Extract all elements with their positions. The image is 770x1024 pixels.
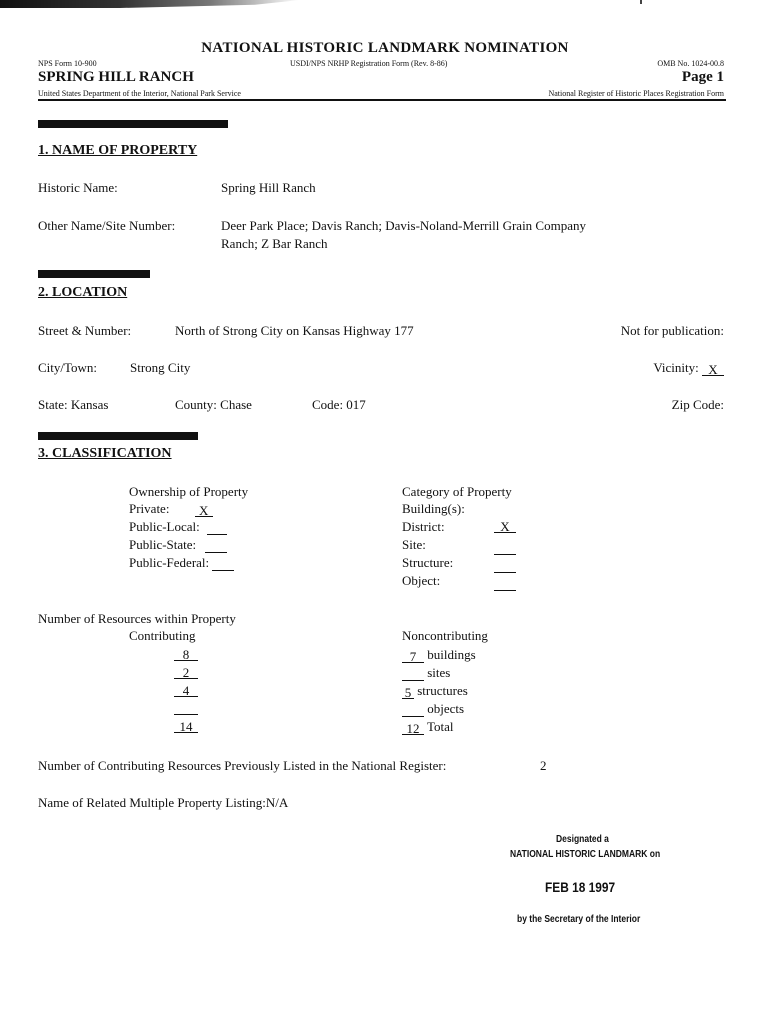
- contributing-structures: 4: [174, 683, 198, 697]
- ownership-heading: Ownership of Property: [129, 484, 249, 499]
- previously-listed-value: 2: [540, 758, 547, 773]
- stamp-line-secretary: by the Secretary of the Interior: [517, 914, 641, 925]
- scan-artifact: [0, 0, 300, 8]
- scan-tick: [640, 0, 642, 4]
- noncontrib-objects: [402, 701, 464, 717]
- category-site: Site:: [402, 537, 426, 552]
- multiple-listing: Name of Related Multiple Property Listing:N/A: [38, 795, 289, 810]
- noncontrib-label: Total: [427, 719, 454, 734]
- contributing-heading: Contributing: [129, 628, 196, 643]
- noncontrib-label: structures: [417, 683, 468, 698]
- noncontrib-count: 7: [402, 649, 424, 663]
- section-heading-classification: 3. CLASSIFICATION: [38, 446, 172, 461]
- historic-name-value: Spring Hill Ranch: [221, 180, 316, 195]
- register-form-name: National Register of Historic Places Registration Form: [548, 89, 724, 98]
- other-name-value-line1: Deer Park Place; Davis Ranch; Davis-Noland-Merrill Grain Company: [221, 218, 586, 233]
- section-bar: [38, 120, 228, 128]
- county-field: County: Chase: [175, 397, 252, 412]
- section-heading-location: 2. LOCATION: [38, 285, 128, 300]
- page-number: Page 1: [681, 69, 724, 85]
- structure-blank: [494, 559, 516, 573]
- city-value: Strong City: [130, 360, 191, 375]
- category-structure: Structure:: [402, 555, 454, 570]
- header-rule: [38, 99, 726, 101]
- public-federal-label: Public-Federal:: [129, 555, 210, 570]
- vicinity-mark: X: [702, 362, 724, 376]
- noncontrib-count: 12: [402, 721, 424, 735]
- noncontrib-count: [402, 667, 424, 681]
- stamp-line-designated: Designated a: [556, 834, 609, 845]
- vicinity-field: [653, 360, 724, 376]
- category-buildings: Building(s):: [402, 501, 465, 516]
- section-bar: [38, 432, 198, 440]
- category-heading: Category of Property: [402, 484, 512, 499]
- document-title: NATIONAL HISTORIC LANDMARK NOMINATION: [201, 40, 569, 56]
- category-district: District:: [402, 519, 445, 534]
- street-label: Street & Number:: [38, 323, 132, 338]
- ownership-public-state: [129, 537, 227, 553]
- noncontrib-sites: [402, 665, 450, 681]
- contributing-sites: 2: [174, 665, 198, 679]
- property-name-header: SPRING HILL RANCH: [38, 69, 194, 85]
- stamp-line-landmark: NATIONAL HISTORIC LANDMARK on: [510, 849, 661, 860]
- ownership-public-federal: [129, 555, 234, 571]
- noncontributing-heading: Noncontributing: [402, 628, 488, 643]
- noncontrib-label: buildings: [427, 647, 476, 662]
- zip-field: Zip Code:: [671, 397, 724, 412]
- object-blank: [494, 577, 516, 591]
- public-local-blank: [207, 521, 227, 535]
- contributing-objects: [174, 701, 198, 715]
- public-state-blank: [205, 539, 227, 553]
- noncontrib-structures: [402, 683, 468, 699]
- noncontrib-label: objects: [427, 701, 465, 716]
- street-value: North of Strong City on Kansas Highway 177: [175, 323, 414, 338]
- noncontrib-count: 5: [402, 685, 414, 699]
- category-object: Object:: [402, 573, 441, 588]
- vicinity-label: Vicinity:: [653, 360, 699, 375]
- noncontrib-total: [402, 719, 454, 735]
- noncontrib-label: sites: [427, 665, 451, 680]
- city-label: City/Town:: [38, 360, 98, 375]
- form-revision: USDI/NPS NRHP Registration Form (Rev. 8-86): [290, 59, 448, 68]
- public-local-label: Public-Local:: [129, 519, 200, 534]
- not-for-publication: Not for publication:: [620, 323, 724, 338]
- section-heading-name: 1. NAME OF PROPERTY: [38, 143, 198, 158]
- contributing-total: 14: [174, 719, 198, 733]
- other-name-value-line2: Ranch; Z Bar Ranch: [221, 236, 328, 251]
- noncontrib-buildings: [402, 647, 476, 663]
- district-mark: X: [494, 519, 516, 533]
- other-name-label: Other Name/Site Number:: [38, 218, 176, 233]
- previously-listed-label: Number of Contributing Resources Previously Listed in the National Register:: [38, 758, 447, 773]
- public-federal-blank: [212, 557, 234, 571]
- private-mark: X: [195, 503, 213, 517]
- contributing-buildings: 8: [174, 647, 198, 661]
- public-state-label: Public-State:: [129, 537, 197, 552]
- historic-name-label: Historic Name:: [38, 180, 118, 195]
- omb-number: OMB No. 1024-00.8: [657, 59, 724, 68]
- section-bar: [38, 270, 150, 278]
- ownership-public-local: [129, 519, 227, 535]
- private-label: Private:: [129, 501, 170, 516]
- agency-name: United States Department of the Interior, National Park Service: [38, 89, 241, 98]
- resources-heading: Number of Resources within Property: [38, 611, 236, 626]
- ownership-private: [129, 501, 213, 517]
- stamp-date: FEB 18 1997: [545, 879, 616, 895]
- noncontrib-count: [402, 703, 424, 717]
- state-field: State: Kansas: [38, 397, 109, 412]
- form-number: NPS Form 10-900: [38, 59, 97, 68]
- site-blank: [494, 541, 516, 555]
- code-field: Code: 017: [312, 397, 366, 412]
